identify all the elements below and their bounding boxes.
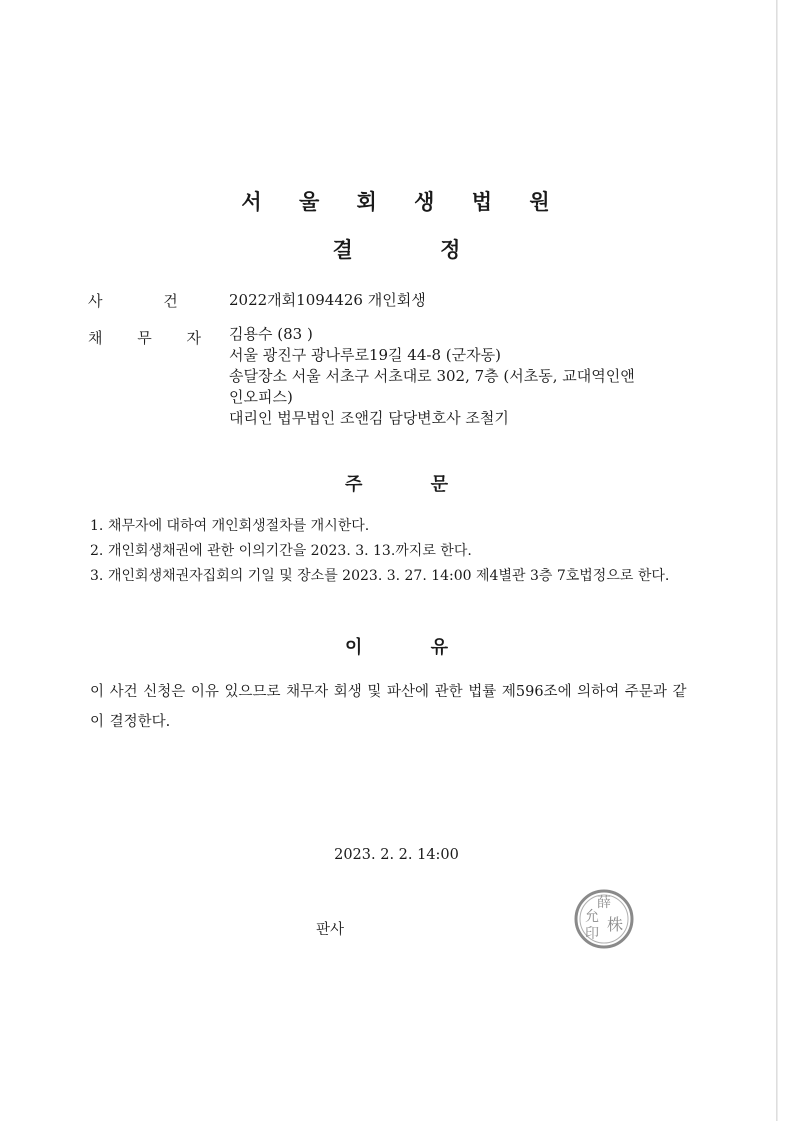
order-item xyxy=(90,564,690,589)
court-name: 서 울 회 생 법 원 xyxy=(241,190,552,214)
svg-text:印: 印 xyxy=(585,926,599,942)
debtor-attorney: 대리인 법무법인 조앤김 담당변호사 조철기 xyxy=(229,409,509,427)
order-item-number: 3. xyxy=(90,568,104,584)
debtor-name: 김용수 (83 ) xyxy=(229,325,313,343)
scan-edge-shadow xyxy=(776,0,778,1121)
service-address-cont: 인오피스) xyxy=(229,388,293,406)
order-item xyxy=(90,539,690,564)
order-item xyxy=(90,514,690,539)
case-label: 사 건 xyxy=(88,292,178,310)
order-item-number: 1. xyxy=(90,518,104,534)
order-item-text: 개인회생채권자집회의 기일 및 장소를 2023. 3. 27. 14:00 제4별관 3층 7호법정으로 한다. xyxy=(108,568,670,584)
debtor-address: 서울 광진구 광나루로19길 44-8 (군자동) xyxy=(229,346,501,364)
case-number: 2022개회1094426 개인회생 xyxy=(229,291,426,309)
order-list xyxy=(90,514,690,589)
order-item-text: 채무자에 대하여 개인회생절차를 개시한다. xyxy=(108,518,370,534)
service-address: 송달장소 서울 서초구 서초대로 302, 7층 (서초동, 교대역인앤 xyxy=(229,367,635,385)
document-title: 결 정 xyxy=(332,238,461,262)
reason-heading: 이 유 xyxy=(344,637,449,658)
judge-seal-stamp xyxy=(573,888,635,950)
reason-text: 이 사건 신청은 이유 있으므로 채무자 회생 및 파산에 관한 법률 제596조에 의하여 주문과 같이 결정한다. xyxy=(90,684,687,730)
order-item-text: 개인회생채권에 관한 이의기간을 2023. 3. 13.까지로 한다. xyxy=(108,543,472,559)
debtor-label: 채 무 자 xyxy=(88,329,202,347)
order-heading: 주 문 xyxy=(344,474,449,495)
svg-text:薛: 薛 xyxy=(597,895,611,911)
judge-label: 판사 xyxy=(316,922,345,938)
debtor-info xyxy=(229,324,635,429)
svg-text:株: 株 xyxy=(606,915,624,934)
order-item-number: 2. xyxy=(90,543,104,559)
svg-text:允: 允 xyxy=(585,909,599,925)
decision-date: 2023. 2. 2. 14:00 xyxy=(334,847,459,863)
